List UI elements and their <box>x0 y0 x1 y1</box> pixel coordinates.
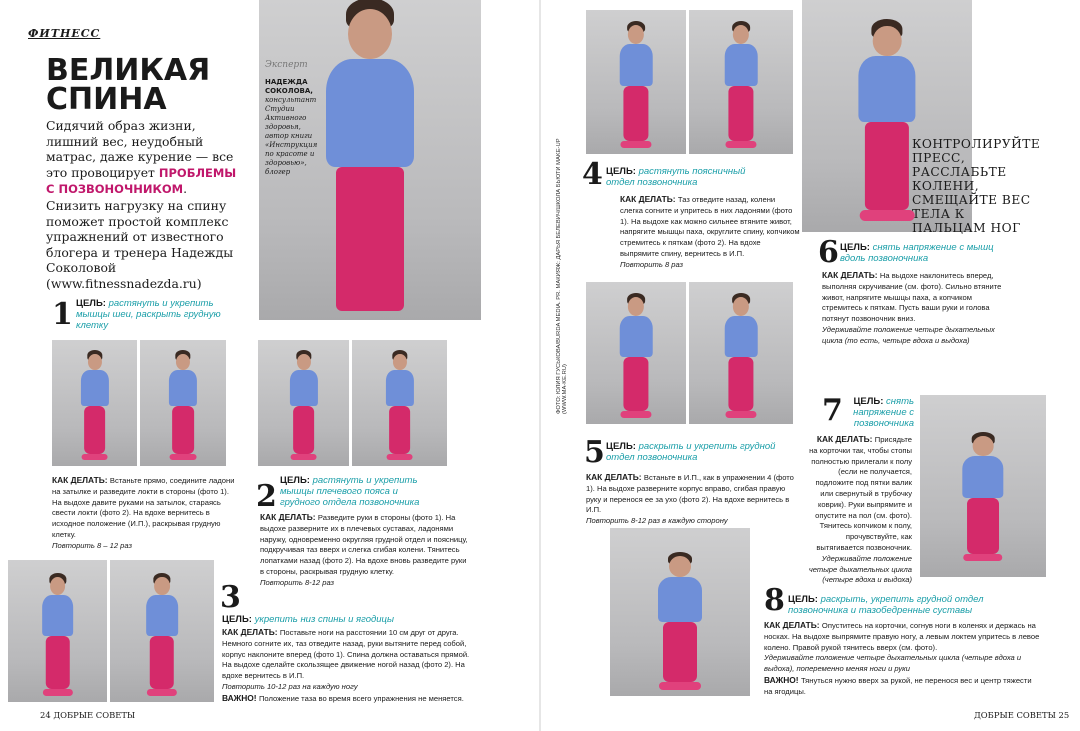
exercise-3-goal: ЦЕЛЬ: укрепить низ спины и ягодицы <box>222 614 394 625</box>
exercise-5-number: 5 <box>584 435 605 470</box>
exercise-3-important: Положение таза во время всего упражнения не меняется. <box>258 693 464 703</box>
exercise-5-reps: Повторить 8-12 раз в каждую сторону <box>586 516 728 526</box>
intro-part-b: . Снизить нагрузку на спину поможет простой комплекс упражнений от известного блогера и тренера Надежды Соколовой (www.fitnessnadezda.ru) <box>46 181 234 291</box>
exercise-5-photo-1 <box>586 282 686 424</box>
exercise-7-goal: ЦЕЛЬ: снять напряжение с позвоночника <box>853 396 914 429</box>
exercise-3-photo-1 <box>8 560 107 702</box>
exercise-2-photo-2 <box>352 340 447 466</box>
exercise-2-goal: ЦЕЛЬ: растянуть и укрепить мышцы плечевого пояса и грудного отдела позвоночника <box>280 475 420 508</box>
expert-name: НАДЕЖДА СОКОЛОВА, <box>265 78 313 95</box>
exercise-8-goal: ЦЕЛЬ: раскрыть, укрепить грудной отдел позвоночника и тазобедренные суставы <box>788 594 984 616</box>
exercise-4-number: 4 <box>582 157 603 192</box>
expert-label: Эксперт <box>265 60 308 70</box>
exercise-1-reps: Повторить 8 – 12 раз <box>52 540 132 550</box>
exercise-2-number: 2 <box>256 479 277 514</box>
right-footer: ДОБРЫЕ СОВЕТЫ 25 <box>974 710 1070 720</box>
expert-desc: консультант Студии Активного здоровья, автор книги «Инструкция по красоте и здоровью», блогер <box>265 96 318 176</box>
exercise-1-instructions: КАК ДЕЛАТЬ: Встаньте прямо, соедините ладони на затылке и разведите локти в стороны (фото 1). На выдохе давите руками на затылок, стараясь свести локти (фото 2). На вдохе вернитесь в исходное положение (И.П.), раскрывая грудную клетку. Повторить 8 – 12 раз <box>52 475 237 552</box>
exercise-3-reps: Повторить 10-12 раз на каждую ногу <box>222 681 358 691</box>
right-page <box>540 0 1080 731</box>
exercise-7-instructions: КАК ДЕЛАТЬ: Присядьте на корточки так, чтобы стопы полностью прилегали к полу (если не получается, подложите под пятки валик или свернутый в трубочку коврик). Руки выпрямите и опустите на пол (см. фото). Тянитесь копчиком к полу, прочувствуйте, как вытягивается позвоночник. Удерживайте положение четыре дыхательных цикла (четыре вдоха и выдоха) <box>808 434 912 585</box>
exercise-5-photo-2 <box>689 282 793 424</box>
intro-highlight: ПРОБЛЕМЫ С ПОЗВОНОЧНИКОМ <box>46 165 237 197</box>
exercise-2-instructions: КАК ДЕЛАТЬ: Разведите руки в стороны (фото 1). На выдохе разверните их в плечевых суставах, ладонями наружу, одновременно округляя грудной отдел и поясницу, подкручивая таз вверх и слегка сгибая колени. Тянитесь лопатками назад (фото 2). На вдохе вновь разведите руки в стороны, раскрывая грудную клетку. Повторить 8-12 раз <box>260 512 470 589</box>
exercise-3-instructions: КАК ДЕЛАТЬ: Поставьте ноги на расстоянии 10 см друг от друга. Немного согните их, таз отведите назад, руки вытяните перед собой, корпус наклоните вперед (фото 1). Спина должна оставаться прямой. На выдохе сделайте скользящее движение ногой назад (фото 2). На вдохе вернитесь в И.П. Повторить 10-12 раз на каждую ногу ВАЖНО! Положение таза во время всего упражнения не меняется. <box>222 627 477 705</box>
exercise-3-photo-2 <box>110 560 214 702</box>
exercise-4-goal: ЦЕЛЬ: растянуть поясничный отдел позвоночника <box>606 166 746 188</box>
section-tag: ФИТНЕСС <box>28 27 101 40</box>
exercise-7-number: 7 <box>822 393 843 428</box>
exercise-8-instructions: КАК ДЕЛАТЬ: Опуститесь на корточки, согнув ноги в коленях и держась на носках. На выдохе выпрямите правую ногу, а левым локтем упритесь в левое колено. Правой рукой тянитесь вверх (см. фото). Удерживайте положение четыре дыхательных цикла (четыре вдоха и выдоха), попеременно меняя ноги и руки ВАЖНО! Тянуться нужно вверх за рукой, не перенося вес и центр тяжести на ягодицы. <box>764 620 1040 696</box>
exercise-6-reps: Удерживайте положение четыре дыхательных цикла (то есть, четыре вдоха и выдоха) <box>822 324 995 345</box>
exercise-6-goal: ЦЕЛЬ: снять напряжение с мышц вдоль позвоночника <box>840 242 994 264</box>
exercise-1-number: 1 <box>52 297 73 332</box>
left-footer: 24 ДОБРЫЕ СОВЕТЫ <box>40 710 136 720</box>
exercise-8-reps: Удерживайте положение четыре дыхательных цикла (четыре вдоха и выдоха), попеременно меняя ноги и руки <box>764 653 1022 674</box>
exercise-7-photo <box>920 395 1046 577</box>
exercise-3-number: 3 <box>220 580 241 615</box>
exercise-7-reps: Удерживайте положение четыре дыхательных цикла (четыре вдоха и выдоха) <box>808 553 912 585</box>
exercise-2-reps: Повторить 8-12 раз <box>260 577 335 587</box>
exercise-1-photo-1 <box>52 340 137 466</box>
exercise-8-important: Тянуться нужно вверх за рукой, не перенося вес и центр тяжести на ягодицы. <box>764 675 1032 696</box>
exercise-8-photo <box>610 528 750 696</box>
exercise-2-photo-1 <box>258 340 349 466</box>
exercise-6-instructions: КАК ДЕЛАТЬ: На выдохе наклонитесь вперед, выполняя скручивание (см. фото). Сильно втяните живот, напрягите мышцы паха, а копчиком стремитесь к пяткам. Пусть ваши руки и голова потянут позвоночник вниз. Удерживайте положение четыре дыхательных цикла (то есть, четыре вдоха и выдоха) <box>822 270 1012 347</box>
exercise-8-number: 8 <box>764 583 785 618</box>
title-line-1: ВЕЛИКАЯ <box>46 53 211 88</box>
title-line-2: СПИНА <box>46 82 167 117</box>
exercise-4-instructions: КАК ДЕЛАТЬ: Таз отведите назад, колени слегка согните и упритесь в них ладонями (фото 1). На выдохе как можно сильнее втяните живот, напрягите мышцы паха, округлите спину, копчиком стремитесь к пяткам (фото 2). На вдохе выпрямите спину, вернитесь в И.П. Повторить 8 раз <box>620 194 800 269</box>
exercise-4-reps: Повторить 8 раз <box>620 259 684 269</box>
page-title <box>46 53 211 117</box>
exercise-1-goal: ЦЕЛЬ: растянуть и укрепить мышцы шеи, раскрыть грудную клетку <box>76 298 221 331</box>
pull-quote: КОНТРОЛИРУЙТЕ ПРЕСС, РАССЛАБЬТЕ КОЛЕНИ, СМЕЩАЙТЕ ВЕС ТЕЛА К ПАЛЬЦАМ НОГ <box>912 137 1041 235</box>
exercise-1-photo-2 <box>140 340 226 466</box>
photo-credit: ФОТО: ЮЛИЯ ГУСЬКОВА/BURDA MEDIA. PR. МАКИЯЖ: ДАРЬЯ БЕЛЕВИЧ/ШКОЛА БЬЮТИ MAKE-UP (WWW.MA-KE.RU) <box>556 138 568 414</box>
exercise-4-photo-2 <box>689 10 793 154</box>
exercise-5-instructions: КАК ДЕЛАТЬ: Встаньте в И.П., как в упражнении 4 (фото 1). На выдохе разверните корпус вправо, сгибая правую руку и перенося ее за ухо (фото 2). На вдохе вернитесь в И.П. Повторить 8-12 раз в каждую сторону <box>586 472 796 527</box>
expert-info <box>265 78 321 177</box>
exercise-5-goal: ЦЕЛЬ: раскрыть и укрепить грудной отдел позвоночника <box>606 441 776 463</box>
intro-part-a: Сидячий образ жизни, лишний вес, неудобный матрас, даже курение — все это провоцирует <box>46 118 234 180</box>
exercise-4-photo-1 <box>586 10 686 154</box>
exercise-6-number: 6 <box>818 235 839 270</box>
intro-text <box>46 118 242 292</box>
